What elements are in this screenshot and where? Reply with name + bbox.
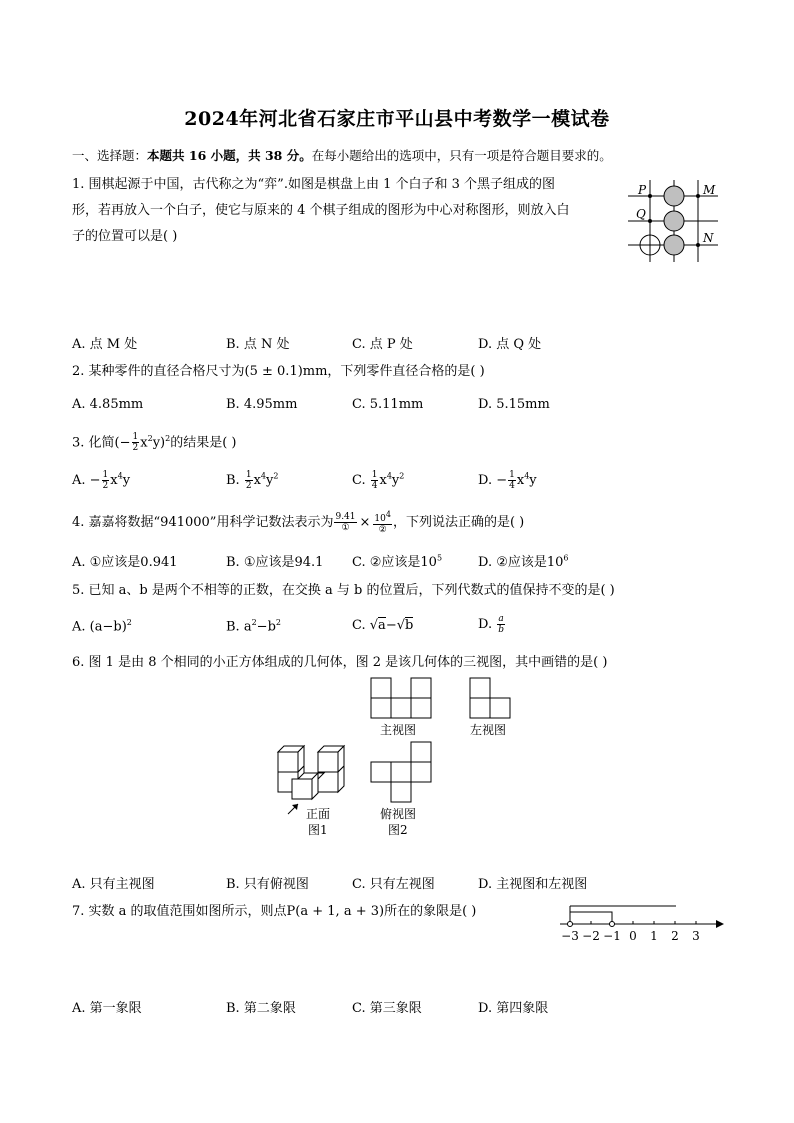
- q2-option-b[interactable]: B. 4.95mm: [226, 397, 298, 412]
- q5-option-b[interactable]: B. $a^2-b^2$: [226, 618, 281, 635]
- q2-option-a[interactable]: A. 4.85mm: [72, 397, 144, 412]
- q3-option-c[interactable]: C. $\frac{1}{4}$ $x^4y^2$: [352, 470, 405, 491]
- tick-label: 2: [671, 929, 679, 943]
- tick-label: −3: [561, 929, 579, 943]
- q5-option-d[interactable]: D. $\frac{a}{b}$: [478, 614, 504, 635]
- black-stone-3: [664, 235, 684, 255]
- q6-option-d[interactable]: D. 主视图和左视图: [478, 877, 588, 892]
- page-title: 2024年河北省石家庄市平山县中考数学一模试卷: [184, 108, 610, 130]
- q5-option-c[interactable]: C. √a−√b: [352, 618, 414, 633]
- question-3: 3. 化简(− $\frac{1}{2}$ $x^2y)^2$的结果是( ): [72, 432, 237, 454]
- question-7: 7. 实数 a 的取值范围如图所示，则点P(a + 1, a + 3)所在的象限是( ): [72, 904, 477, 919]
- section-heading: [72, 146, 612, 164]
- q2-option-d[interactable]: D. 5.15mm: [478, 397, 550, 412]
- q1-line2: 形，若再放入一个白子，使它与原来的 4 个棋子组成的图形为中心对称图形，则放入白: [72, 203, 570, 218]
- black-stone-1: [664, 186, 684, 206]
- question-1: [72, 172, 612, 250]
- top-view-label: 俯视图: [380, 807, 417, 821]
- tick-label: −2: [582, 929, 600, 943]
- section-bold: 本题共 16 小题，共 38 分。: [147, 148, 312, 163]
- q3-option-b[interactable]: B. $\frac{1}{2}$ $x^4y^2$: [226, 470, 279, 491]
- fig2-label: 图2: [388, 823, 408, 837]
- number-line-figure: [556, 898, 726, 948]
- q1-line3: 子的位置可以是( ): [72, 229, 178, 244]
- tick-label: −1: [603, 929, 621, 943]
- q4-option-b[interactable]: B. ①应该是94.1: [226, 555, 324, 570]
- q1-option-a[interactable]: A. 点 M 处: [72, 337, 138, 352]
- tick-label: 3: [692, 929, 700, 943]
- q3-option-a[interactable]: A. − $\frac{1}{2}$ $x^4y$: [72, 470, 131, 491]
- q6-option-a[interactable]: A. 只有主视图: [72, 877, 155, 892]
- section-prefix: 一、选择题：: [72, 148, 148, 163]
- q4-option-d[interactable]: D. ②应该是$10^6$: [478, 553, 569, 570]
- q4-option-c[interactable]: C. ②应该是$10^5$: [352, 553, 443, 570]
- label-n: N: [703, 231, 714, 245]
- q3-option-d[interactable]: D. − $\frac{1}{4}$ $x^4y$: [478, 470, 537, 491]
- q6-option-c[interactable]: C. 只有左视图: [352, 877, 435, 892]
- question-5: 5. 已知 a、b 是两个不相等的正数，在交换 a 与 b 的位置后，下列代数式的值保持不变的是( ): [72, 583, 615, 598]
- q1-option-c[interactable]: C. 点 P 处: [352, 337, 413, 352]
- q5-option-a[interactable]: A. $(a-b)^2$: [72, 618, 132, 635]
- q7-option-b[interactable]: B. 第二象限: [226, 1001, 296, 1016]
- q1-line1: 1. 围棋起源于中国，古代称之为“弈”.如图是棋盘上由 1 个白子和 3 个黑子组成的图: [72, 177, 556, 192]
- q1-option-d[interactable]: D. 点 Q 处: [478, 337, 542, 352]
- front-view-label: 主视图: [380, 723, 417, 737]
- q7-option-c[interactable]: C. 第三象限: [352, 1001, 422, 1016]
- tick-label: 1: [650, 929, 658, 943]
- fig1-label: 图1: [308, 823, 328, 837]
- question-6: 6. 图 1 是由 8 个相同的小正方体组成的几何体，图 2 是该几何体的三视图，其中画错的是( ): [72, 655, 608, 670]
- q7-option-a[interactable]: A. 第一象限: [72, 1001, 142, 1016]
- label-p: P: [638, 183, 647, 197]
- section-rest: 在每小题给出的选项中，只有一项是符合题目要求的。: [311, 148, 612, 163]
- go-board-figure: [626, 176, 726, 266]
- black-stone-2: [664, 211, 684, 231]
- label-m: M: [703, 183, 716, 197]
- tick-label: 0: [629, 929, 637, 943]
- q4-option-a[interactable]: A. ①应该是0.941: [72, 555, 178, 570]
- q1-option-b[interactable]: B. 点 N 处: [226, 337, 290, 352]
- q2-option-c[interactable]: C. 5.11mm: [352, 397, 424, 412]
- question-4: 4. 嘉嘉将数据“941000”用科学记数法表示为 $\frac{9.41}{\text{①}}$ × $\frac{10^4}{\text{②}}$ ，下列说法正确的是( ): [72, 510, 525, 535]
- q6-option-b[interactable]: B. 只有俯视图: [226, 877, 309, 892]
- label-q: Q: [636, 207, 646, 221]
- question-2: 2. 某种零件的直径合格尺寸为(5 ± 0.1)mm，下列零件直径合格的是( ): [72, 364, 485, 379]
- three-view-figure: [270, 676, 530, 846]
- q7-option-d[interactable]: D. 第四象限: [478, 1001, 549, 1016]
- left-view-label: 左视图: [470, 723, 507, 737]
- front-face-label: 正面: [306, 807, 331, 821]
